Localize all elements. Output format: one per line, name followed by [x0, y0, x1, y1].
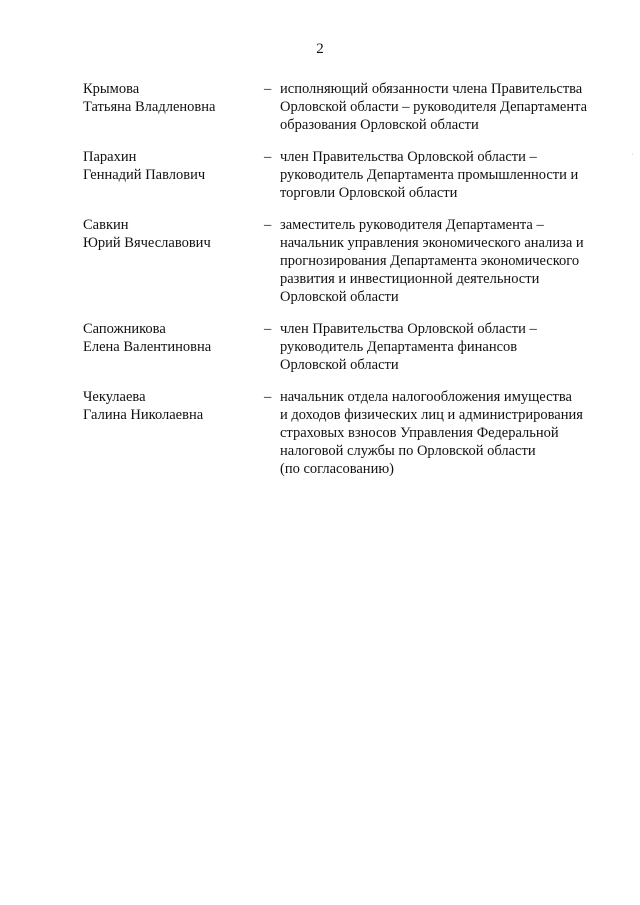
member-position — [280, 80, 602, 134]
position-line: развития и инвестиционной деятельности — [280, 271, 540, 287]
position-line: торговли Орловской области — [280, 185, 458, 201]
list-item — [83, 80, 603, 134]
member-given-names: Юрий Вячеславович — [83, 235, 211, 251]
member-given-names: Татьяна Владленовна — [83, 99, 216, 115]
dash-separator: – — [264, 217, 272, 233]
position-line: страховых взносов Управления Федеральной — [280, 425, 559, 441]
position-line: член Правительства Орловской области – — [280, 321, 537, 337]
dash-separator: – — [264, 321, 272, 337]
position-line: (по согласованию) — [280, 461, 394, 477]
position-line: образования Орловской области — [280, 117, 479, 133]
list-item — [83, 320, 603, 374]
member-name — [83, 216, 263, 252]
list-item — [83, 216, 603, 306]
position-line: начальник отдела налогообложения имущества — [280, 389, 572, 405]
position-line: налоговой службы по Орловской области — [280, 443, 536, 459]
member-surname: Крымова — [83, 81, 140, 97]
dash-separator: – — [264, 149, 272, 165]
member-surname: Сапожникова — [83, 321, 166, 337]
position-line: заместитель руководителя Департамента – — [280, 217, 544, 233]
position-line: исполняющий обязанности члена Правительства — [280, 81, 583, 97]
dash-separator: – — [264, 81, 272, 97]
member-surname: Савкин — [83, 217, 129, 233]
member-given-names: Геннадий Павлович — [83, 167, 206, 183]
scan-artifact: · — [631, 150, 634, 159]
member-name — [83, 320, 263, 356]
member-position — [280, 148, 602, 202]
position-line: начальник управления экономического анализа и — [280, 235, 584, 251]
list-item — [83, 388, 603, 478]
position-line: Орловской области – руководителя Департамента — [280, 99, 588, 115]
member-given-names: Елена Валентиновна — [83, 339, 212, 355]
position-line: прогнозирования Департамента экономического — [280, 253, 580, 269]
members-list — [83, 80, 603, 478]
list-item — [83, 148, 603, 202]
position-line: Орловской области — [280, 357, 399, 373]
page-number: 2 — [316, 41, 324, 57]
member-surname: Чекулаева — [83, 389, 146, 405]
member-position — [280, 216, 602, 306]
member-name — [83, 388, 263, 424]
member-given-names: Галина Николаевна — [83, 407, 204, 423]
member-position — [280, 320, 602, 374]
member-surname: Парахин — [83, 149, 137, 165]
position-line: руководитель Департамента финансов — [280, 339, 518, 355]
position-line: руководитель Департамента промышленности и — [280, 167, 579, 183]
position-line: Орловской области — [280, 289, 399, 305]
position-line: и доходов физических лиц и администрирования — [280, 407, 583, 423]
member-name — [83, 148, 263, 184]
dash-separator: – — [264, 389, 272, 405]
member-position — [280, 388, 602, 478]
position-line: член Правительства Орловской области – — [280, 149, 537, 165]
member-name — [83, 80, 263, 116]
